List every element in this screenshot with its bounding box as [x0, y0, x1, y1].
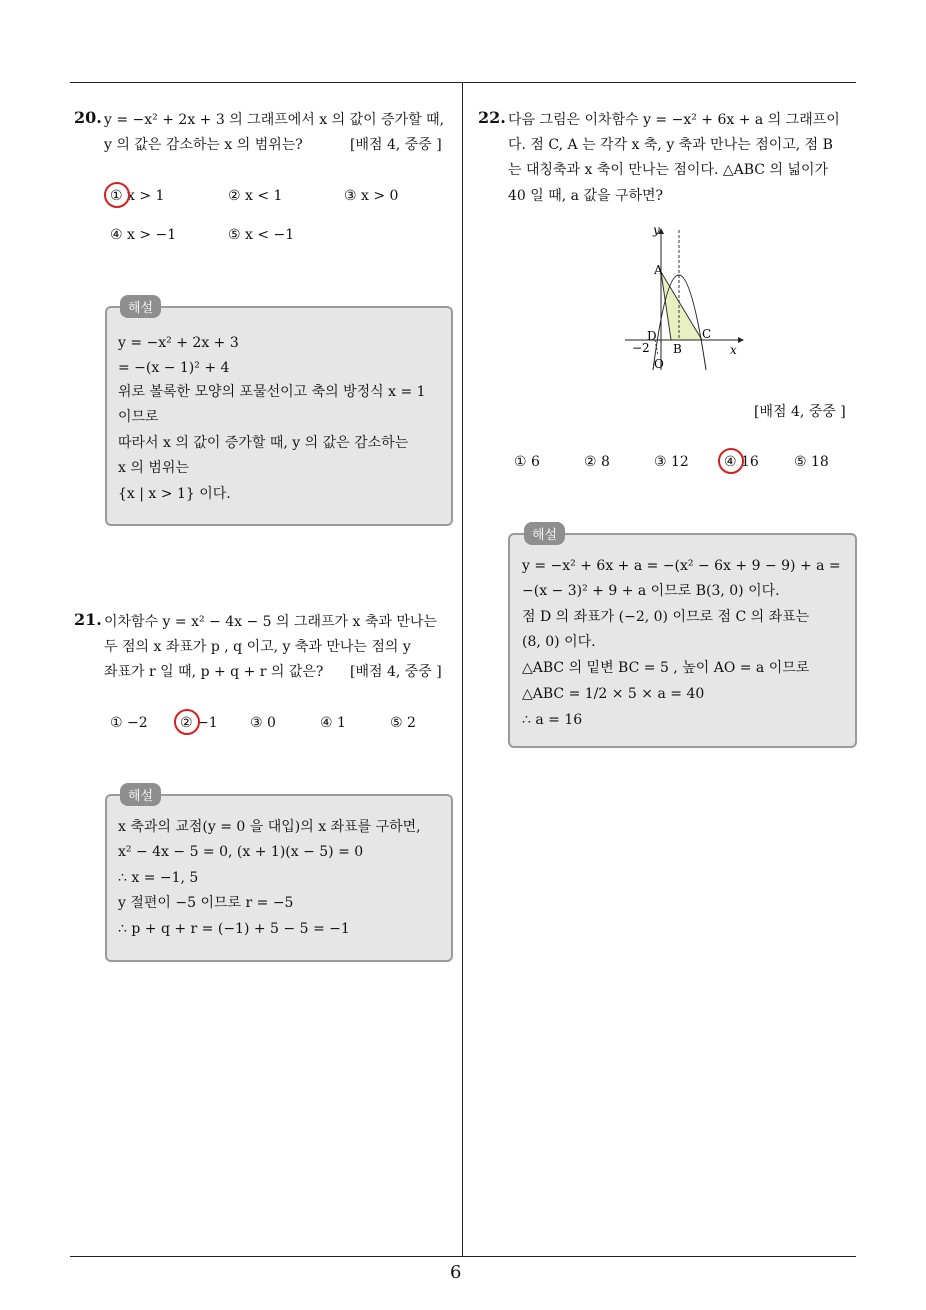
q20-choice-3[interactable]: ③ x > 0 [344, 188, 399, 204]
q22-choice-1[interactable]: ① 6 [514, 454, 540, 470]
q20-line2: y 의 값은 감소하는 x 의 범위는? [104, 137, 303, 153]
question-number-22: 22. [478, 108, 506, 127]
q21-line3: 좌표가 r 일 때, p + q + r 의 값은? [104, 664, 324, 680]
triangle-abc [661, 272, 702, 340]
q20-answer-mark [104, 182, 130, 208]
q20-choice-2[interactable]: ② x < 1 [228, 188, 283, 204]
q22-line3: 는 대칭축과 x 축이 만나는 점이다. △ABC 의 넓이가 [508, 162, 828, 178]
question-number-20: 20. [74, 108, 102, 127]
q22-choice-3[interactable]: ③ 12 [654, 454, 689, 470]
q22-solution-line: (8, 0) 이다. [522, 634, 596, 650]
q21-solution-line: ∴ p + q + r = (−1) + 5 − 5 = −1 [118, 921, 350, 937]
q22-meta: [배점 4, 중중 ] [754, 404, 846, 420]
q22-line2: 다. 점 C, A 는 각각 x 축, y 축과 만나는 점이고, 점 B [508, 137, 833, 153]
q20-solution-line: x 의 범위는 [118, 460, 189, 476]
q20-choice-5[interactable]: ⑤ x < −1 [228, 227, 295, 243]
q22-solution-line: △ABC 의 밑변 BC = 5 , 높이 AO = a 이므로 [522, 660, 810, 676]
q22-solution-line: ∴ a = 16 [522, 712, 583, 728]
q22-solution-line: △ABC = 1/2 × 5 × a = 40 [522, 686, 705, 702]
q21-choice-2[interactable]: ② −1 [180, 715, 218, 731]
q22-solution-line: 점 D 의 좌표가 (−2, 0) 이므로 점 C 의 좌표는 [522, 609, 810, 625]
q20-choice-4[interactable]: ④ x > −1 [110, 227, 177, 243]
q21-solution-line: x 축과의 교점(y = 0 을 대입)의 x 좌표를 구하면, [118, 819, 421, 835]
q21-choice-4[interactable]: ④ 1 [320, 715, 346, 731]
question-number-21: 21. [74, 610, 102, 629]
label-d: D [647, 329, 657, 343]
q21-answer-mark [174, 709, 200, 735]
label-y: y [653, 223, 660, 237]
q22-solution-line: −(x − 3)² + 9 + a 이므로 B(3, 0) 이다. [522, 583, 780, 599]
q22-solution-tag: 해설 [524, 522, 565, 545]
q21-choice-1[interactable]: ① −2 [110, 715, 148, 731]
q20-meta: [배점 4, 중중 ] [350, 137, 442, 153]
q21-choice-3[interactable]: ③ 0 [250, 715, 276, 731]
label-a: A [654, 263, 663, 277]
top-rule [70, 82, 856, 83]
q22-solution-line: y = −x² + 6x + a = −(x² − 6x + 9 − 9) + a = [522, 558, 841, 574]
q22-answer-mark [718, 448, 744, 474]
q20-solution-tag: 해설 [120, 295, 161, 318]
q22-line1: 다음 그림은 이차함수 y = −x² + 6x + a 의 그래프이 [508, 112, 840, 128]
q21-choice-5[interactable]: ⑤ 2 [390, 715, 416, 731]
q20-solution-line: 따라서 x 의 값이 증가할 때, y 의 값은 감소하는 [118, 435, 409, 451]
q22-choice-5[interactable]: ⑤ 18 [794, 454, 829, 470]
label-minus2: −2 [632, 341, 650, 355]
q21-meta: [배점 4, 중중 ] [350, 664, 442, 680]
page-number: 6 [450, 1262, 462, 1283]
q21-solution-line: x² − 4x − 5 = 0, (x + 1)(x − 5) = 0 [118, 844, 364, 860]
parabola-figure [620, 220, 750, 380]
label-c: C [702, 327, 712, 341]
q21-line1: 이차함수 y = x² − 4x − 5 의 그래프가 x 축과 만나는 [104, 614, 437, 630]
q22-choice-4[interactable]: ④ 16 [724, 454, 759, 470]
q20-solution-line: y = −x² + 2x + 3 [118, 335, 239, 351]
column-divider [462, 82, 463, 1256]
q20-solution-line: = −(x − 1)² + 4 [118, 360, 230, 376]
q20-solution-line: 위로 볼록한 모양의 포물선이고 축의 방정식 x = 1 [118, 384, 426, 400]
q20-line1: y = −x² + 2x + 3 의 그래프에서 x 의 값이 증가할 때, [104, 112, 445, 128]
q22-line4: 40 일 때, a 값을 구하면? [508, 188, 664, 204]
q21-solution-tag: 해설 [120, 783, 161, 806]
q21-solution-line: y 절편이 −5 이므로 r = −5 [118, 895, 294, 911]
label-x: x [730, 343, 737, 357]
label-o: O [654, 357, 664, 371]
q20-choice-1[interactable]: ① x > 1 [110, 188, 165, 204]
bottom-rule [70, 1256, 856, 1257]
label-b: B [673, 342, 682, 356]
q20-solution-line: 이므로 [118, 409, 159, 425]
q21-line2: 두 점의 x 좌표가 p , q 이고, y 축과 만나는 점의 y [104, 639, 411, 655]
q22-choice-2[interactable]: ② 8 [584, 454, 610, 470]
x-axis-arrow [738, 337, 744, 343]
q21-solution-line: ∴ x = −1, 5 [118, 870, 199, 886]
q20-solution-line: {x | x > 1} 이다. [118, 486, 231, 502]
